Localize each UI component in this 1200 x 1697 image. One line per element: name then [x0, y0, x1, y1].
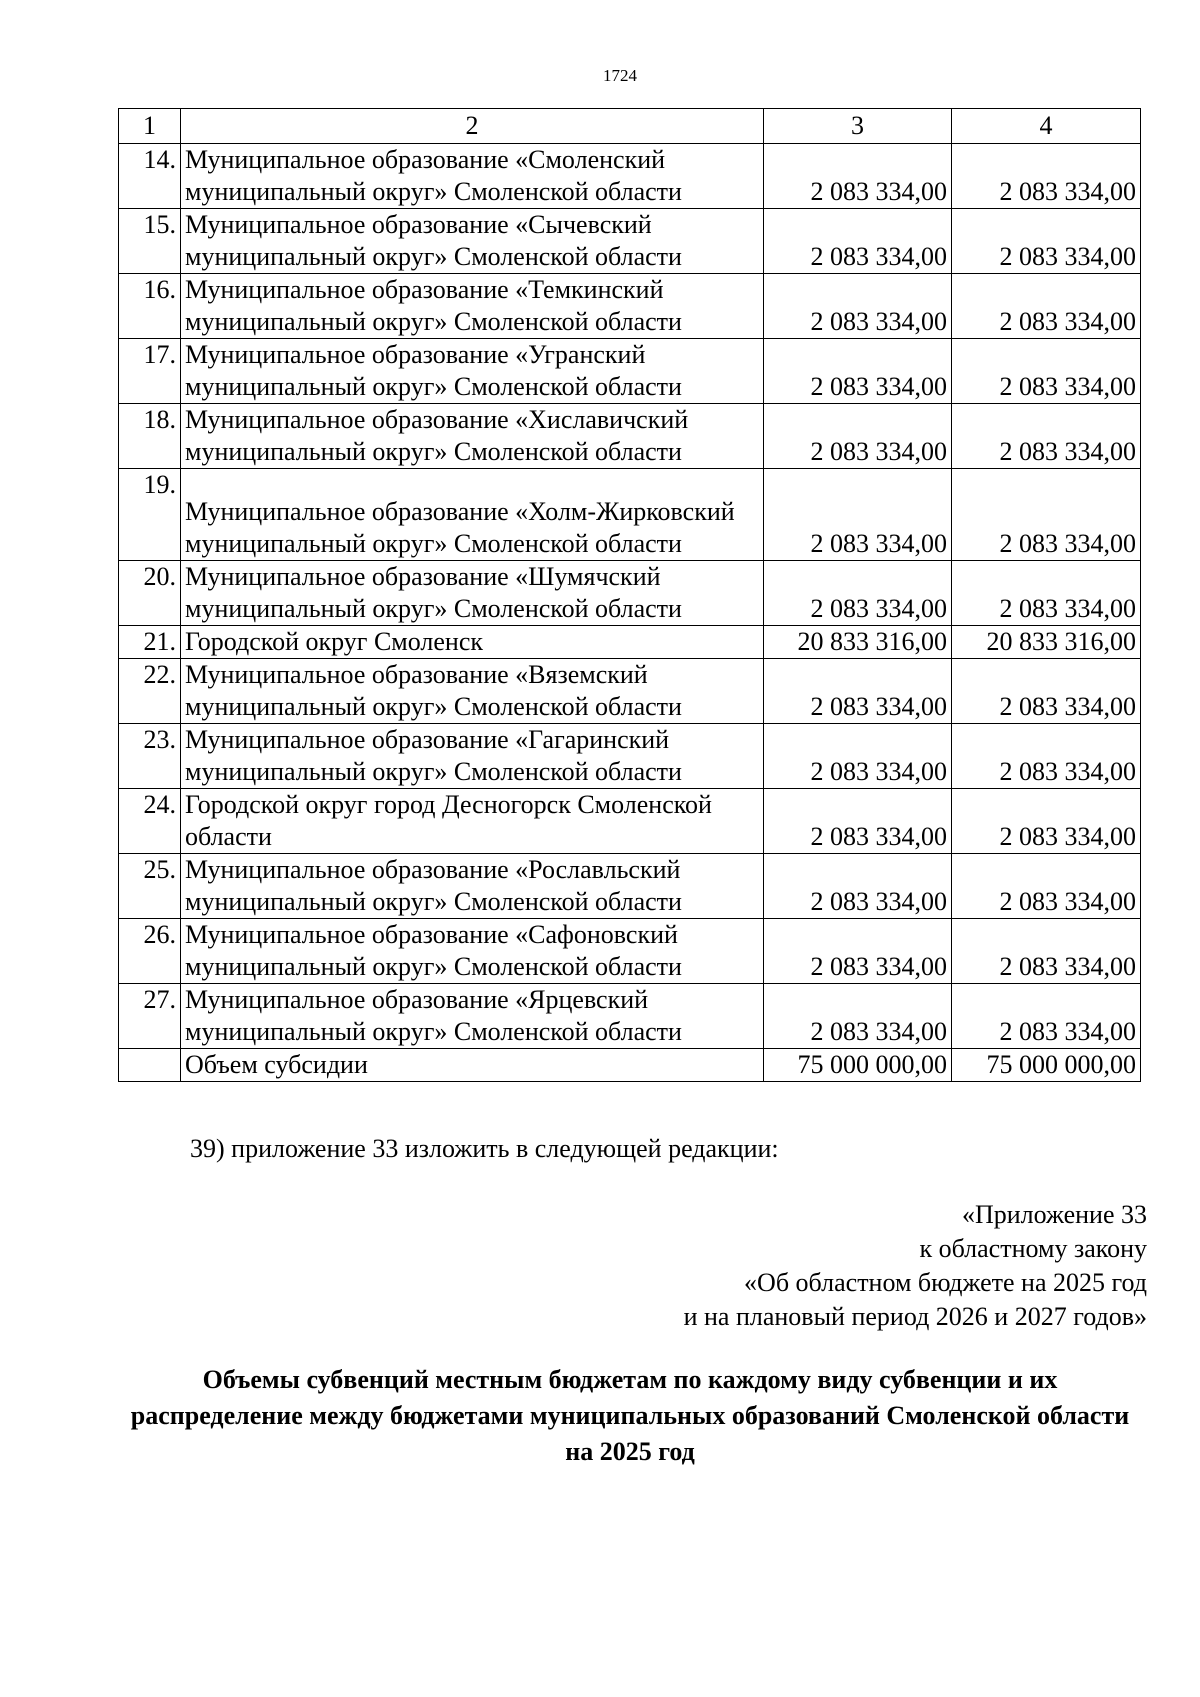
- document-heading: Объемы субвенций местным бюджетам по каждому виду субвенции и их распределение между бюджетами муниципальных образований Смоленской области на 2025 год: [130, 1365, 1130, 1466]
- row-number: 16.: [119, 274, 181, 339]
- row-amount-col3: 2 083 334,00: [764, 209, 952, 274]
- row-number: 24.: [119, 789, 181, 854]
- row-amount-col3: 2 083 334,00: [764, 339, 952, 404]
- row-amount-col4: 20 833 316,00: [952, 626, 1141, 659]
- table-row: [119, 561, 1141, 626]
- header-cell-3: 3: [764, 109, 952, 144]
- row-amount-col3: 2 083 334,00: [764, 919, 952, 984]
- table-row: [119, 274, 1141, 339]
- appendix-reference: [684, 1198, 1147, 1334]
- table-header-row: [119, 109, 1141, 144]
- row-amount-col4: 2 083 334,00: [952, 209, 1141, 274]
- row-number: 25.: [119, 854, 181, 919]
- row-amount-col3: 2 083 334,00: [764, 404, 952, 469]
- row-amount-col4: 75 000 000,00: [952, 1049, 1141, 1082]
- row-number: 19.: [119, 469, 181, 561]
- row-number: 22.: [119, 659, 181, 724]
- row-name: Муниципальное образование «Угранский муниципальный округ» Смоленской области: [181, 339, 764, 404]
- row-number: 27.: [119, 984, 181, 1049]
- row-name: Муниципальное образование «Вяземский муниципальный округ» Смоленской области: [181, 659, 764, 724]
- row-name: Объем субсидии: [181, 1049, 764, 1082]
- row-number: 17.: [119, 339, 181, 404]
- table-row: [119, 626, 1141, 659]
- row-amount-col4: 2 083 334,00: [952, 144, 1141, 209]
- row-number: 23.: [119, 724, 181, 789]
- row-name: Муниципальное образование «Рославльский муниципальный округ» Смоленской области: [181, 854, 764, 919]
- row-number: 26.: [119, 919, 181, 984]
- row-name: Городской округ Смоленск: [181, 626, 764, 659]
- table-row: [119, 209, 1141, 274]
- row-amount-col4: 2 083 334,00: [952, 919, 1141, 984]
- appendix-line: «Об областном бюджете на 2025 год: [744, 1268, 1147, 1297]
- row-name: Муниципальное образование «Смоленский муниципальный округ» Смоленской области: [181, 144, 764, 209]
- row-amount-col3: 2 083 334,00: [764, 659, 952, 724]
- table-row: [119, 339, 1141, 404]
- row-amount-col4: 2 083 334,00: [952, 984, 1141, 1049]
- appendix-line: «Приложение 33: [961, 1200, 1147, 1229]
- appendix-line: к областному закону: [919, 1234, 1147, 1263]
- row-amount-col3: 2 083 334,00: [764, 274, 952, 339]
- row-amount-col4: 2 083 334,00: [952, 339, 1141, 404]
- row-amount-col4: 2 083 334,00: [952, 789, 1141, 854]
- row-amount-col4: 2 083 334,00: [952, 404, 1141, 469]
- row-amount-col3: 2 083 334,00: [764, 469, 952, 561]
- row-amount-col3: 2 083 334,00: [764, 144, 952, 209]
- table-row: [119, 469, 1141, 561]
- row-amount-col3: 75 000 000,00: [764, 1049, 952, 1082]
- row-amount-col4: 2 083 334,00: [952, 854, 1141, 919]
- row-name: Муниципальное образование «Хиславичский муниципальный округ» Смоленской области: [181, 404, 764, 469]
- row-amount-col3: 2 083 334,00: [764, 984, 952, 1049]
- row-name: Муниципальное образование «Сычевский муниципальный округ» Смоленской области: [181, 209, 764, 274]
- row-amount-col3: 2 083 334,00: [764, 561, 952, 626]
- subsidy-table: [118, 108, 1141, 1082]
- row-amount-col3: 2 083 334,00: [764, 854, 952, 919]
- row-amount-col4: 2 083 334,00: [952, 561, 1141, 626]
- table-row: [119, 144, 1141, 209]
- row-amount-col3: 2 083 334,00: [764, 724, 952, 789]
- row-number: 15.: [119, 209, 181, 274]
- header-cell-2: 2: [181, 109, 764, 144]
- row-name: Городской округ город Десногорск Смоленской области: [181, 789, 764, 854]
- row-name: Муниципальное образование «Шумячский муниципальный округ» Смоленской области: [181, 561, 764, 626]
- row-name: Муниципальное образование «Темкинский муниципальный округ» Смоленской области: [181, 274, 764, 339]
- row-number: 21.: [119, 626, 181, 659]
- page-number: 1724: [603, 66, 637, 85]
- row-amount-col3: 20 833 316,00: [764, 626, 952, 659]
- table-row: [119, 404, 1141, 469]
- row-name: Муниципальное образование «Ярцевский муниципальный округ» Смоленской области: [181, 984, 764, 1049]
- row-number: 18.: [119, 404, 181, 469]
- header-cell-4: 4: [952, 109, 1141, 144]
- appendix-line: и на плановый период 2026 и 2027 годов»: [683, 1302, 1147, 1331]
- row-number: 20.: [119, 561, 181, 626]
- table-row: [119, 724, 1141, 789]
- row-amount-col4: 2 083 334,00: [952, 659, 1141, 724]
- amendment-text: 39) приложение 33 изложить в следующей редакции:: [190, 1134, 779, 1163]
- row-amount-col4: 2 083 334,00: [952, 724, 1141, 789]
- table-row: [119, 919, 1141, 984]
- row-number: 14.: [119, 144, 181, 209]
- row-amount-col4: 2 083 334,00: [952, 274, 1141, 339]
- row-amount-col3: 2 083 334,00: [764, 789, 952, 854]
- row-name: Муниципальное образование «Сафоновский муниципальный округ» Смоленской области: [181, 919, 764, 984]
- row-amount-col4: 2 083 334,00: [952, 469, 1141, 561]
- table-row: [119, 984, 1141, 1049]
- row-name: Муниципальное образование «Гагаринский муниципальный округ» Смоленской области: [181, 724, 764, 789]
- row-number: [119, 1049, 181, 1082]
- row-name: Муниципальное образование «Холм-Жирковский муниципальный округ» Смоленской области: [181, 469, 764, 561]
- table-row: [119, 789, 1141, 854]
- table-row: [119, 659, 1141, 724]
- table-total-row: [119, 1049, 1141, 1082]
- header-cell-1: 1: [119, 109, 181, 144]
- table-row: [119, 854, 1141, 919]
